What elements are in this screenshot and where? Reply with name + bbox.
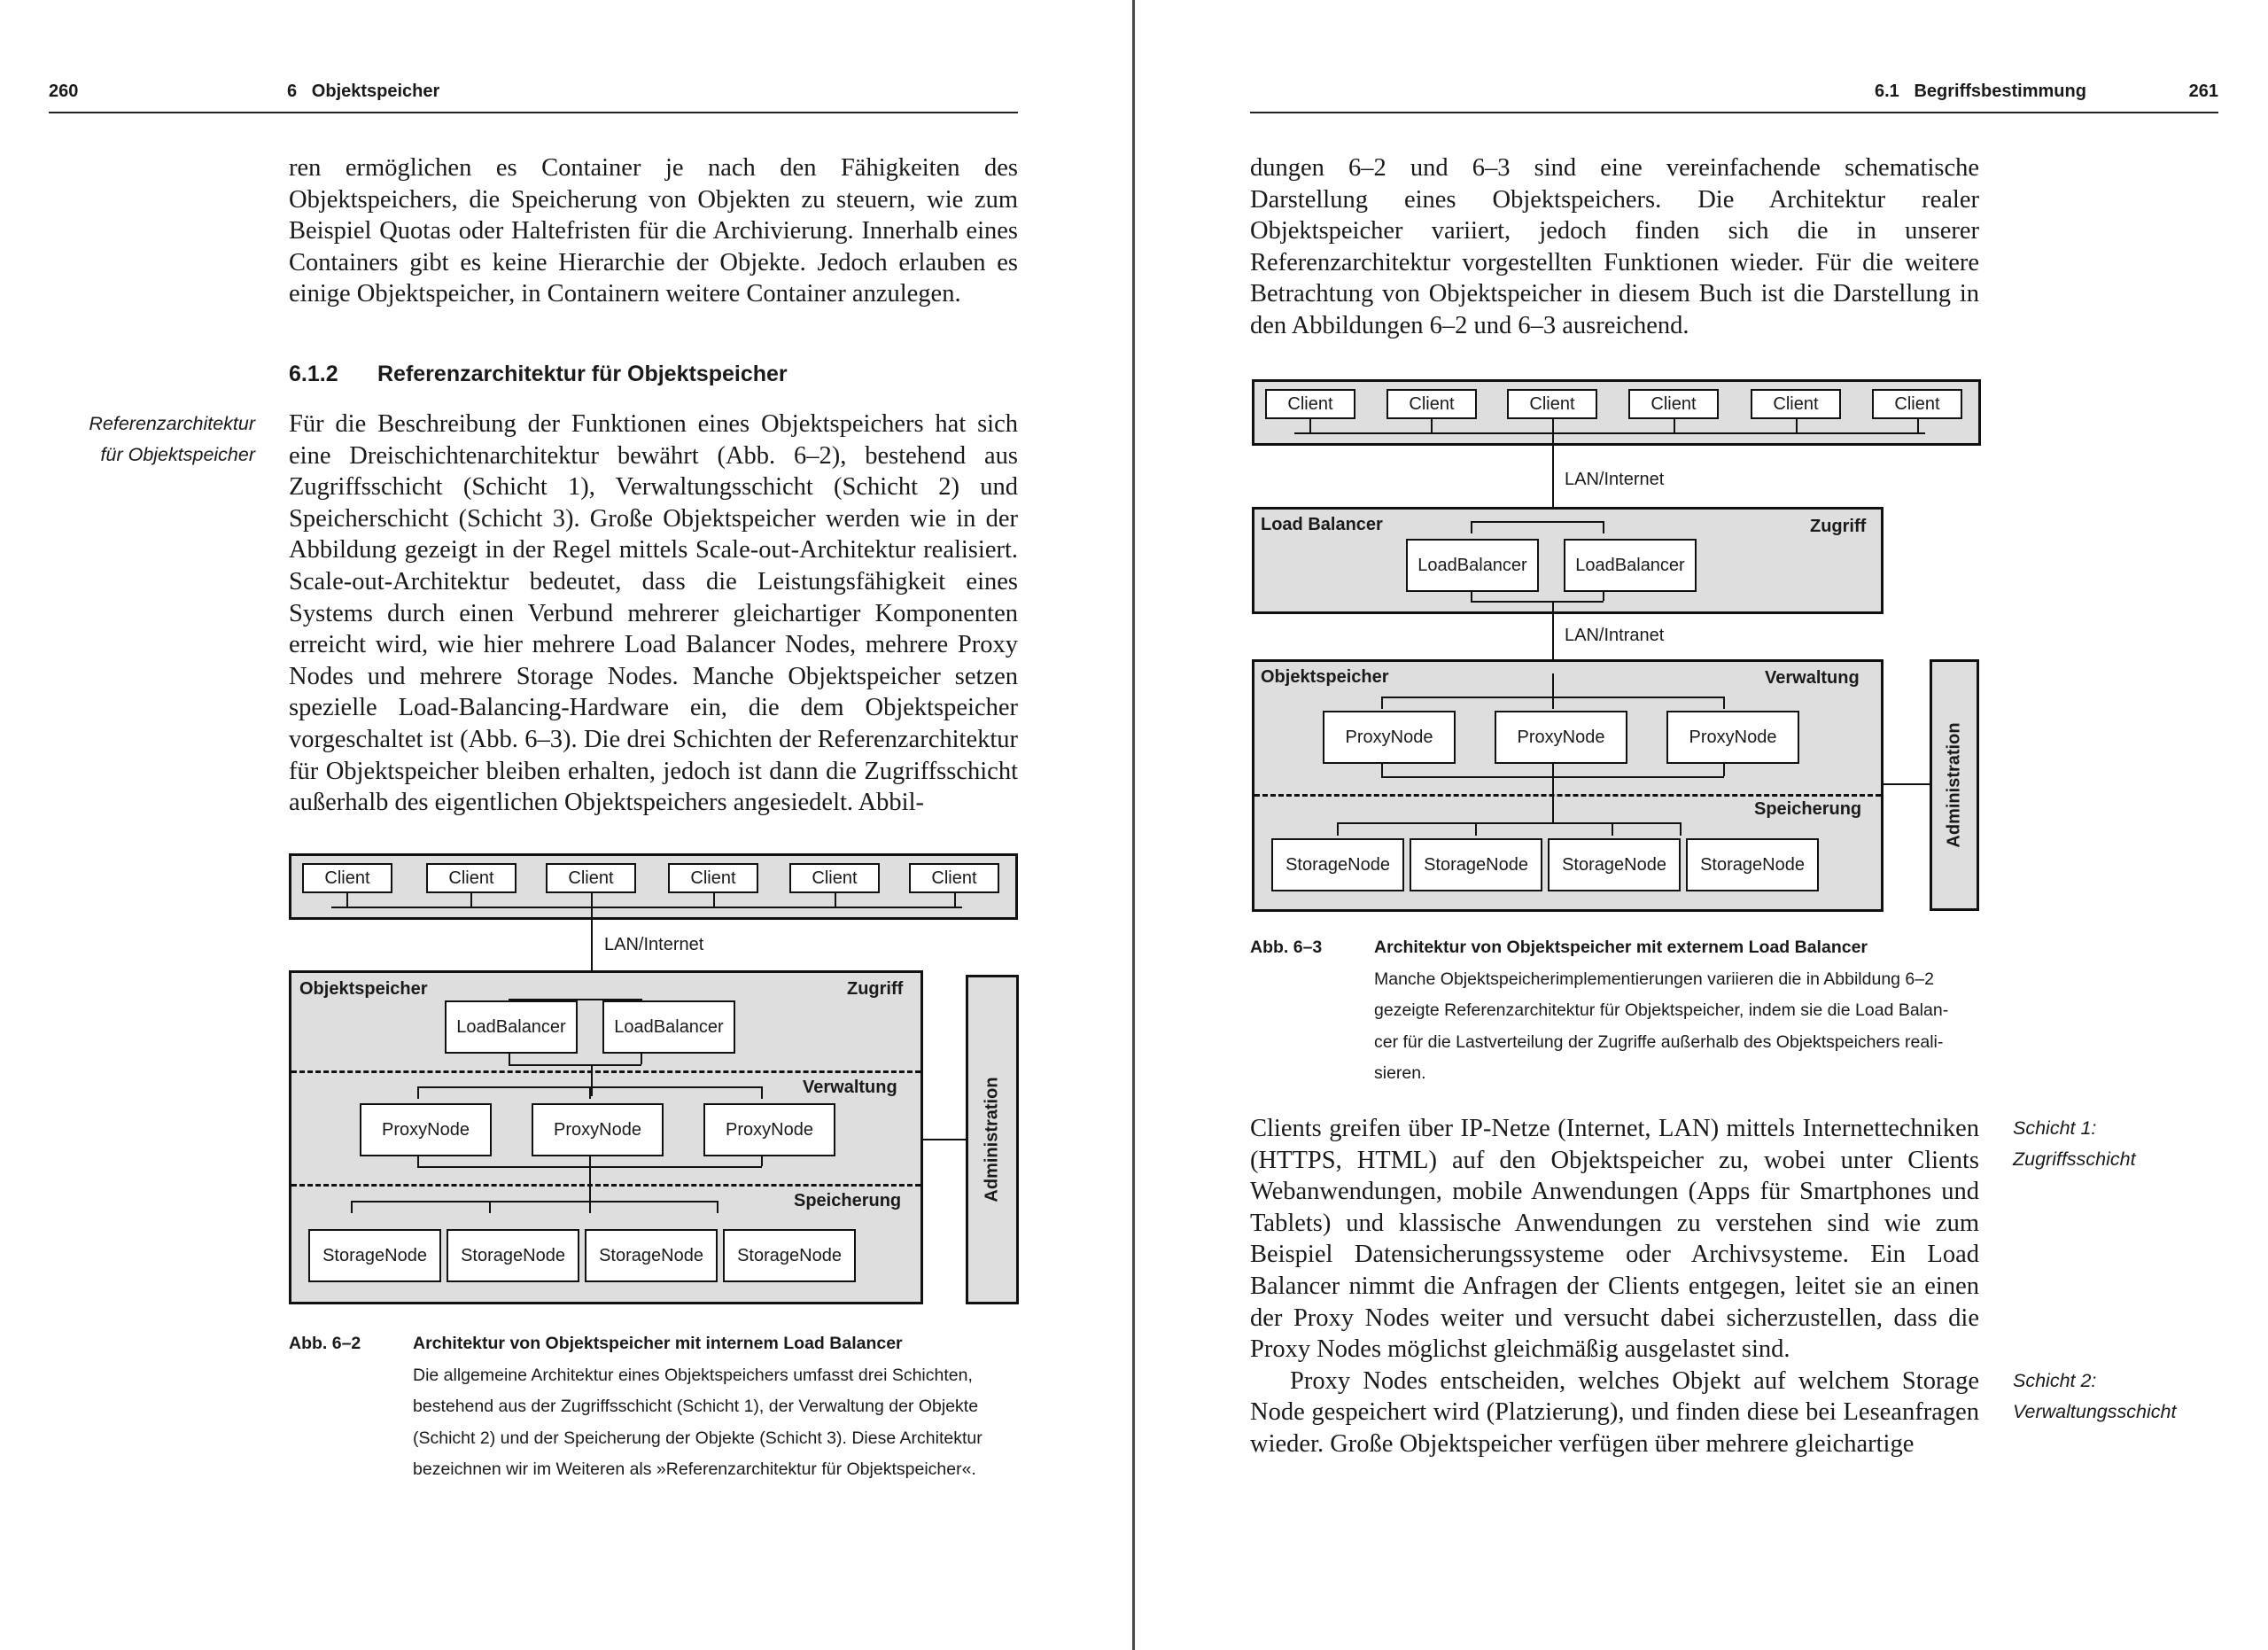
client-link (954, 893, 956, 907)
caption-line: gezeigte Referenzarchitektur für Objektspeicher, indem sie die Load Balan- (1374, 1000, 1949, 1020)
proxy-link (1723, 764, 1725, 776)
lb-link (1603, 592, 1604, 601)
caption-line: bestehend aus der Zugriffsschicht (Schicht 1), der Verwaltung der Objekte (413, 1397, 979, 1416)
client-link (1917, 419, 1919, 432)
margin-note-layer-1: Schicht 1: Zugriffsschicht (2013, 1117, 2136, 1170)
storage-link (1612, 822, 1613, 836)
section-title: Referenzarchitektur für Objektspeicher (377, 362, 788, 386)
figure-6-2-caption (289, 1328, 1018, 1497)
storage-link (1337, 822, 1339, 836)
proxy-link (761, 1156, 763, 1166)
proxy-node-box: Proxy Node (703, 1103, 835, 1156)
proxy-node-box: Proxy Node (532, 1103, 664, 1156)
container-label: Objektspeicher (299, 979, 428, 999)
proxy-link (417, 1156, 419, 1166)
client-box: Client (668, 863, 758, 893)
client-bus-line (1294, 432, 1925, 434)
figure-6-3 (1252, 379, 1984, 911)
left-page (0, 0, 1133, 1650)
caption-title: Architektur von Objektspeicher mit internem Load Balancer (413, 1334, 903, 1353)
caption-line: sieren. (1374, 1063, 1426, 1083)
storage-link (489, 1201, 491, 1213)
left-running-header (49, 80, 1018, 113)
client-link (346, 893, 348, 907)
storage-link (351, 1201, 353, 1213)
proxy-link (1381, 764, 1383, 776)
client-box: Client (909, 863, 999, 893)
client-box: Client (302, 863, 392, 893)
right-page-number: 261 (2188, 82, 2218, 101)
client-link (1431, 419, 1433, 432)
storage-link (589, 1166, 591, 1213)
margin-note-reference-architecture: Referenzarchitektur für Objektspeicher (89, 413, 255, 465)
storage-node-box: Storage Node (1410, 838, 1542, 891)
proxy-node-box: Proxy Node (360, 1103, 492, 1156)
right-body-text (1250, 1113, 1979, 1460)
margin-note-layer-2: Schicht 2: Verwaltungsschicht (2013, 1370, 2177, 1422)
proxy-link (1723, 697, 1725, 709)
left-intro-paragraph: ren ermöglichen es Container je nach den Fähigkeiten des Objektspeichers, die Speicherung von Objekten zu steuern, wie zum Beispiel Quotas oder Haltefristen für die Archivierung. Innerhalb eines Containers gibt es keine Hierarchie der Objekte. Jedoch erlauben es einige Objektspeicher, in Containern weitere Container anzulegen. (289, 154, 1018, 308)
caption-label: Abb. 6–3 (1250, 938, 1323, 957)
client-link (1552, 419, 1554, 432)
section-header: 6.1 Begriffsbestimmung (1875, 82, 2086, 101)
lb-bus-line (1471, 601, 1604, 603)
proxy-node-box: Proxy Node (1323, 711, 1456, 764)
storage-node-box: Storage Node (723, 1229, 856, 1282)
tier-label-storage: Speicherung (794, 1191, 902, 1210)
client-link (1674, 419, 1675, 432)
administration-box (966, 975, 1019, 1304)
client-box: Client (1872, 389, 1962, 419)
storage-node-box: Storage Node (585, 1229, 718, 1282)
lb-link (1603, 521, 1604, 533)
client-bus-line (331, 907, 962, 908)
client-link (1796, 419, 1798, 432)
proxy-link (1552, 764, 1554, 822)
lb-link (1471, 521, 1472, 533)
lb-bus-line (1471, 521, 1604, 523)
load-balancer-box: Load Balancer (1564, 539, 1697, 592)
network-label-internet: LAN/Internet (1565, 470, 1665, 489)
lb-bus-line (509, 1064, 641, 1066)
proxy-link (1552, 673, 1554, 709)
client-box: Client (1628, 389, 1719, 419)
tier-divider (1254, 794, 1881, 797)
proxy-link (1381, 697, 1383, 709)
administration-box (1930, 659, 1979, 911)
caption-body (1374, 932, 1948, 1090)
client-link (713, 893, 715, 907)
proxy-node-box: Proxy Node (1666, 711, 1799, 764)
figure-6-3-caption (1250, 932, 1979, 1101)
tier-divider (291, 1070, 920, 1073)
right-page (1135, 0, 2268, 1650)
client-box: Client (546, 863, 636, 893)
client-link (1309, 419, 1311, 432)
right-running-header (1250, 80, 2218, 113)
paragraph-access-layer: Clients greifen über IP-Netze (Internet, LAN) mittels Internettechniken (HTTPS, HTML) auf den Objektspeicher zu, wobei unter Clients Webanwendungen, mobile Anwendungen (Apps für Smartphones und Tablets) und klassische Anwendungen zu verstehen sind wie zum Beispiel Datensicherungssysteme oder Archivsysteme. Ein Load Balancer nimmt die Anfragen der Clients entgegen, leitet sie an einen der Proxy Nodes weiter und versucht dabei sicherzustellen, dass die Proxy Nodes möglichst gleichmäßig ausgelastet sind. (1250, 1115, 1979, 1364)
client-box: Client (1386, 389, 1477, 419)
storage-node-box: Storage Node (1548, 838, 1681, 891)
tier-label-storage: Speicherung (1754, 799, 1862, 819)
caption-label: Abb. 6–2 (289, 1334, 361, 1353)
tier-label-access: Zugriff (847, 979, 904, 999)
storage-bus-line (1337, 822, 1681, 824)
tier-label-access: Zugriff (1810, 517, 1867, 536)
storage-node-box: Storage Node (308, 1229, 441, 1282)
right-intro-paragraph: dungen 6–2 und 6–3 sind eine vereinfachende schematische Darstellung eines Objektspeichers. Die Architektur realer Objektspeicher variiert, jedoch finden sich die in unserer Referenzarchitektur vorgestellten Funktionen wieder. Für die weitere Betrachtung von Objektspeicher in diesem Buch ist die Darstellung in den Abbildungen 6–2 und 6–3 ausreichend. (1250, 154, 1979, 339)
container-label: Objektspeicher (1261, 667, 1389, 687)
tier-divider (291, 1184, 920, 1187)
tier-label-management: Verwaltung (1765, 668, 1860, 688)
lb-link (1471, 592, 1472, 601)
chapter-header: 6 Objektspeicher (287, 82, 440, 101)
lb-to-proxy-link (591, 1064, 593, 1096)
proxy-link (417, 1086, 419, 1099)
administration-label: Administration (982, 1077, 1002, 1202)
storage-link (1680, 822, 1682, 836)
load-balancer-tier-label: Load Balancer (1261, 515, 1383, 534)
storage-node-box: Storage Node (1686, 838, 1819, 891)
storage-link (1475, 822, 1477, 836)
proxy-link (589, 1086, 591, 1099)
lb-link (509, 1054, 510, 1064)
client-link (591, 893, 593, 907)
network-label: LAN/Internet (604, 935, 704, 954)
load-balancer-box: Load Balancer (445, 1000, 578, 1054)
network-label-intranet: LAN/Intranet (1565, 626, 1665, 645)
client-link (835, 893, 836, 907)
caption-line: (Schicht 2) und der Speicherung der Objekte (Schicht 3). Diese Architektur (413, 1428, 983, 1448)
caption-body (413, 1328, 983, 1486)
section-number: 6.1.2 (289, 362, 338, 386)
caption-line: bezeichnen wir im Weiteren als »Referenzarchitektur für Objektspeicher«. (413, 1459, 976, 1479)
paragraph-management-layer: Proxy Nodes entscheiden, welches Objekt auf welchem Storage Node gespeichert wird (Platzierung), und finden diese bei Leseanfragen wieder. Große Objektspeicher verfügen über mehrere gleichartige (1250, 1366, 1979, 1458)
caption-title: Architektur von Objektspeicher mit externem Load Balancer (1374, 938, 1868, 957)
client-box: Client (789, 863, 880, 893)
caption-line: cer für die Lastverteilung der Zugriffe außerhalb des Objektspeichers reali- (1374, 1031, 1944, 1052)
proxy-link (761, 1086, 763, 1099)
proxy-link (589, 1156, 591, 1166)
tier-label-management: Verwaltung (803, 1078, 897, 1097)
administration-label: Administration (1944, 722, 1964, 848)
lb-link (641, 1054, 642, 1064)
storage-node-box: Storage Node (447, 1229, 579, 1282)
admin-link (923, 1139, 966, 1140)
client-box: Client (1265, 389, 1355, 419)
storage-link (717, 1201, 718, 1213)
caption-line: Die allgemeine Architektur eines Objektspeichers umfasst drei Schichten, (413, 1365, 973, 1385)
storage-bus-line (351, 1201, 718, 1202)
left-main-paragraph: Für die Beschreibung der Funktionen eines Objektspeichers hat sich eine Dreischichtenarchitektur bewährt (Abb. 6–2), bestehend aus Zugriffsschicht (Schicht 1), Verwaltungsschicht (Schicht 2) und Speicherschicht (Schicht 3). Große Objektspeicher werden wie in der Abbildung gezeigt in der Regel mittels Scale-out-Architektur realisiert. Scale-out-Architektur bedeutet, dass die Leistungsfähigkeit eines Systems durch einen Verbund mehrerer gleichartiger Komponenten erreicht wird, wie hier mehrere Load Balancer Nodes, mehrere Proxy Nodes und mehrere Storage Nodes. Manche Objektspeicher setzen spezielle Load-Balancing-Hardware ein, die dem Objektspeicher vorgeschaltet ist (Abb. 6–3). Die drei Schichten der Referenzarchitektur für Objektspeicher bleiben erhalten, jedoch ist dann die Zugriffsschicht außerhalb des eigentlichen Objektspeichers angesiedelt. Abbil- (289, 410, 1018, 817)
load-balancer-box: Load Balancer (1406, 539, 1539, 592)
admin-link (1884, 783, 1930, 785)
client-box: Client (426, 863, 517, 893)
load-balancer-box: Load Balancer (602, 1000, 735, 1054)
section-heading (289, 362, 1018, 392)
client-box: Client (1507, 389, 1597, 419)
proxy-node-box: Proxy Node (1495, 711, 1627, 764)
client-link (470, 893, 472, 907)
caption-line: Manche Objektspeicherimplementierungen variieren die in Abbildung 6–2 (1374, 969, 1934, 989)
figure-6-2 (289, 853, 1021, 1305)
client-box: Client (1751, 389, 1841, 419)
left-page-number: 260 (49, 82, 79, 101)
storage-node-box: Storage Node (1271, 838, 1404, 891)
